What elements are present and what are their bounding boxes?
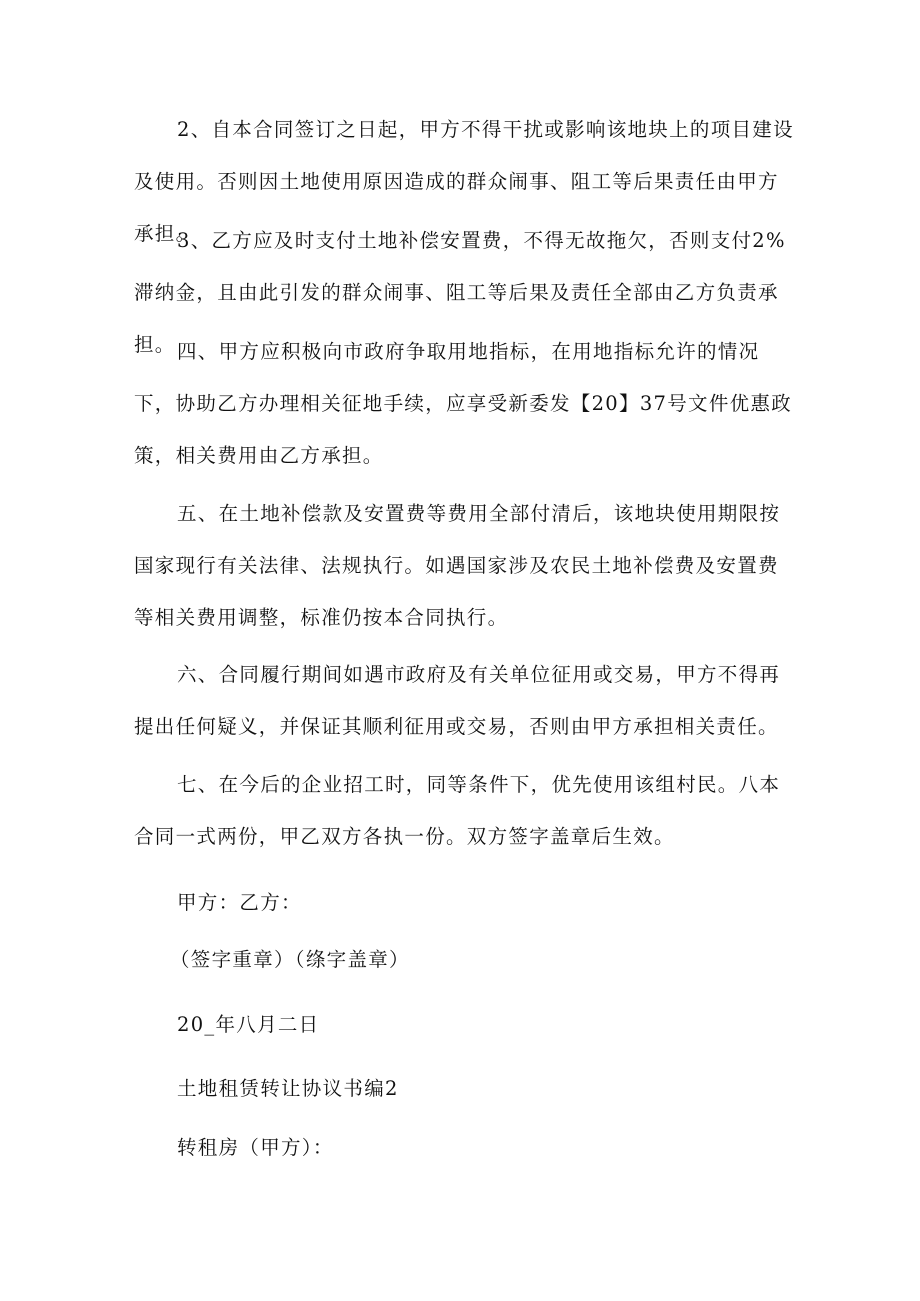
next-document-first-line: 转租房（甲方）： [177, 1136, 334, 1159]
clause-six-paragraph: 六、合同履行期间如遇市政府及有关单位征用或交易，甲方不得再提出任何疑义，并保证其顺利征用或交易，否则由甲方承担相关责任。 [134, 663, 781, 738]
clause-four-paragraph: 四、甲方应积极向市政府争取用地指标，在用地指标允许的情况下，协助乙方办理相关征地手续，应享受新委发【20】37号文件优惠政策，相关费用由乙方承担。 [134, 340, 793, 467]
signature-parties: 甲方：乙方： [177, 891, 302, 914]
clause-2-paragraph: 2、自本合同签订之日起，甲方不得干扰或影响该地块上的项目建设及使用。否则因土地使用原因造成的群众闹事、阻工等后果责任由甲方承担。 [134, 118, 794, 245]
signature-seals: （签字重章）（绦字盖章） [170, 948, 410, 971]
clause-3-paragraph: 3、乙方应及时支付土地补偿安置费，不得无故拖欠，否则支付2%滞纳金，且由此引发的群众闹事、阻工等后果及责任全部由乙方负责承担。 [134, 229, 786, 356]
clause-five-paragraph: 五、在土地补偿款及安置费等费用全部付清后，该地块使用期限按国家现行有关法律、法规执行。如遇国家涉及农民土地补偿费及安置费等相关费用调整，标准仍按本合同执行。 [134, 502, 781, 629]
next-document-title: 土地租赁转让协议书编2 [177, 1077, 399, 1100]
clause-seven-paragraph: 七、在今后的企业招工时，同等条件下，优先使用该组村民。八本合同一式两份，甲乙双方各执一份。双方签字盖章后生效。 [134, 773, 781, 848]
signature-date: 20_年八月二日 [177, 1013, 320, 1036]
